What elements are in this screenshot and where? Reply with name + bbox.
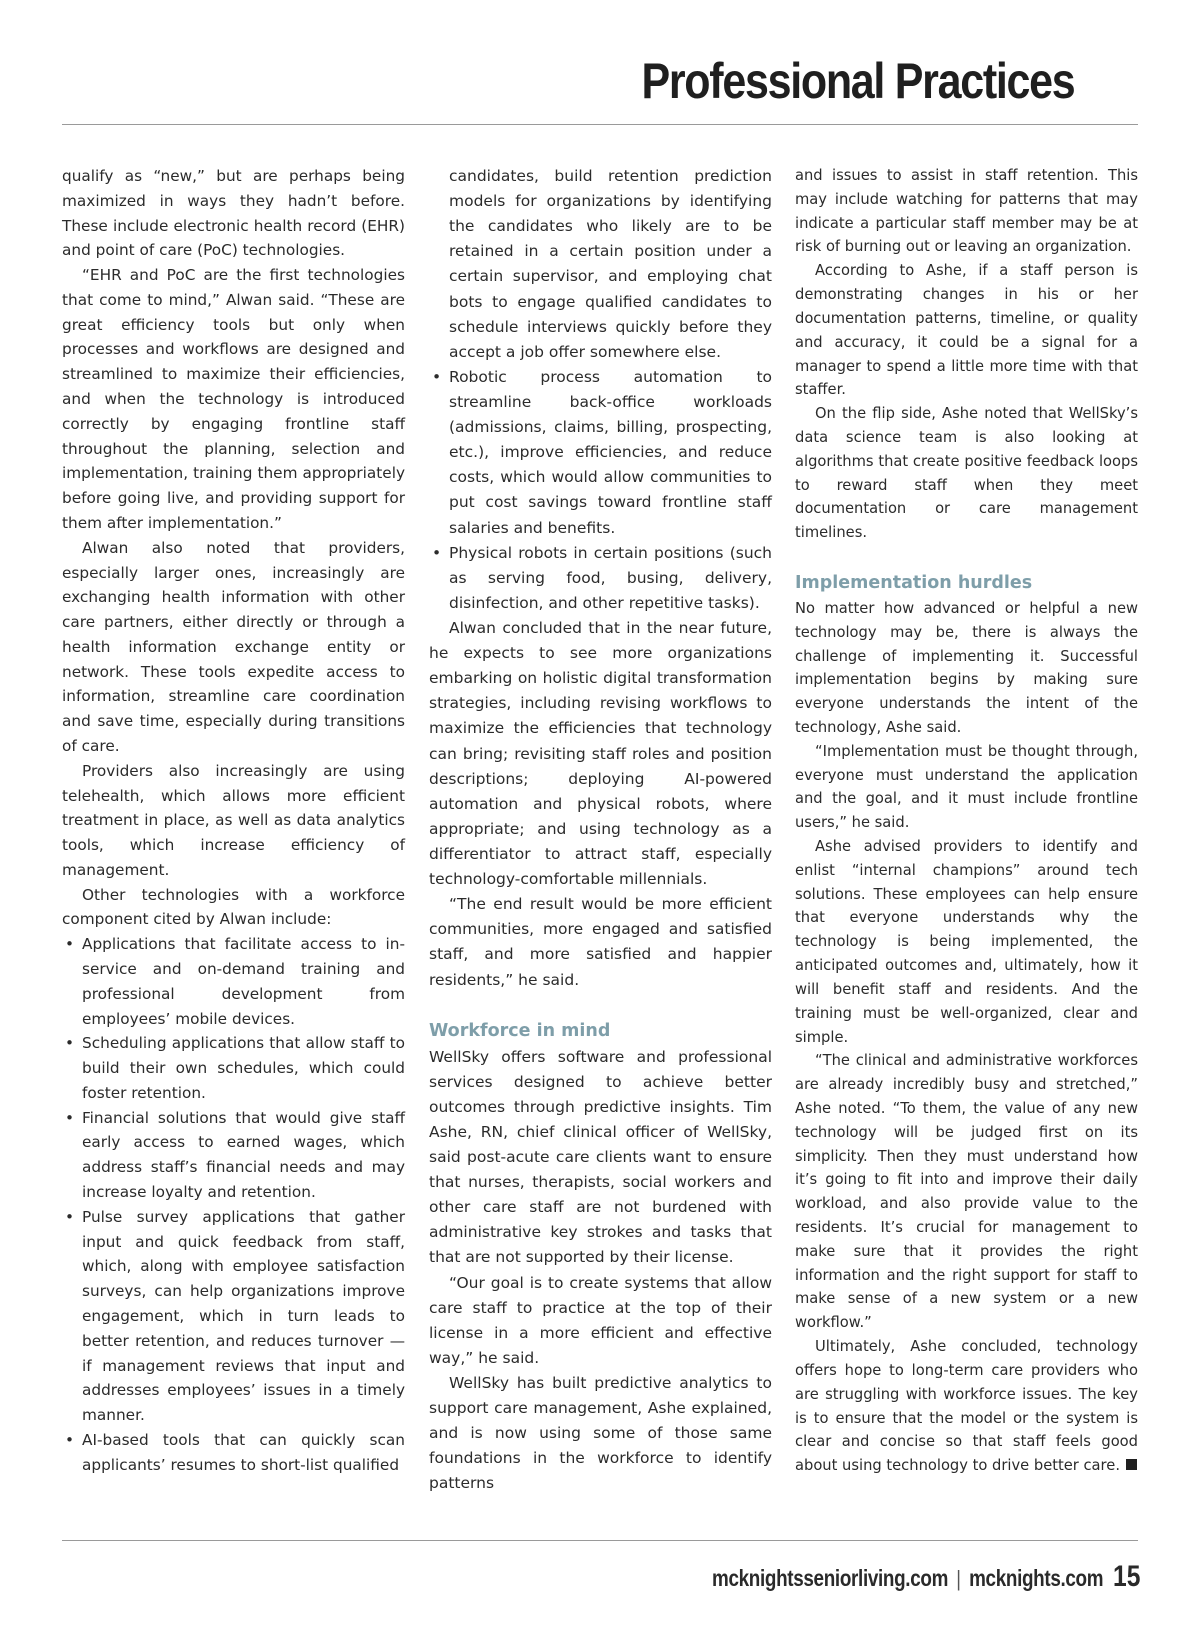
footer-site-mcknights: mcknights.com <box>968 1565 1103 1591</box>
paragraph: “The end result would be more efficient communities, more engaged and satisfied staff, and more satisfied and happier residents,” he said. <box>429 895 772 989</box>
paragraph: qualify as “new,” but are perhaps being maximized in ways they hadn’t before. These include electronic health record (EHR) and point of care (PoC) technologies. <box>62 167 405 260</box>
paragraph: “Our goal is to create systems that allow care staff to practice at the top of their license in a more efficient and effective way,” he said. <box>429 1273 772 1367</box>
paragraph: WellSky has built predictive analytics to support care management, Ashe explained, and is now using some of those same foundations in the workforce to identify patterns <box>429 1373 772 1493</box>
paragraph: “EHR and PoC are the first technologies that come to mind,” Alwan said. “These are great efficiency tools but only when processes and workflows are designed and streamlined to maximize their efficiencies, and when the technology is introduced correctly by engaging frontline staff throughout the planning, selection and implementation, training them appropriately before going live, and providing support for them after implementation.” <box>62 266 405 532</box>
page-footer <box>712 1560 1140 1594</box>
paragraph: No matter how advanced or helpful a new technology may be, there is always the challenge of implementing it. Successful implementation begins by making sure everyone understands the intent of the technology, Ashe said. <box>795 599 1138 736</box>
list-item: • Pulse survey applications that gather input and quick feedback from staff, which, along with employee satisfaction surveys, can help organizations improve engagement, which in turn leads to better retention, and reduces turnover — if management reviews that input and addresses employees’ issues in a timely manner. <box>62 1205 405 1428</box>
page-number: 15 <box>1112 1560 1140 1593</box>
paragraph: Ashe advised providers to identify and enlist “internal champions” around tech solutions. These employees can help ensure that everyone understands why the technology is being implemented, the anticipated outcomes and, ultimately, how it will benefit staff and residents. And the training must be well-organized, clear and simple. <box>795 838 1138 1046</box>
paragraph: “The clinical and administrative workforces are already incredibly busy and stretched,” Ashe noted. “To them, the value of any new technology will be judged first on its simplicity. Then they must understand how it’s going to fit into and improve their daily workload, and also provide value to the residents. It’s crucial for management to make sure that it provides the right information and the right support for staff to make sense of a new system or a new workflow.” <box>795 1052 1138 1332</box>
paragraph: Alwan also noted that providers, especially larger ones, increasingly are exchanging health information with other care partners, either directly or through a health information exchange entity or network. These tools expedite access to information, streamline care coordination and save time, especially during transitions of care. <box>62 538 405 755</box>
paragraph: WellSky offers software and professional services designed to achieve better outcomes through predictive insights. Tim Ashe, RN, chief clinical officer of WellSky, said post-acute care clients want to ensure that nurses, therapists, social workers and other care staff are not burdened with administrative key strokes and tasks that that are not supported by their license. <box>429 1047 772 1267</box>
technology-list <box>62 932 405 1477</box>
footer-site-seniorliving: mcknightsseniorliving.com <box>711 1565 948 1591</box>
list-item: • AI-based tools that can quickly scan applicants’ resumes to short-list qualified <box>62 1428 405 1478</box>
header-rule <box>62 124 1138 125</box>
final-paragraph-text: Ultimately, Ashe concluded, technology offers hope to long-term care providers who are struggling with workforce issues. The key is to ensure that the model or the system is clear and concise so that staff feels good about using technology to drive better care. <box>795 1338 1138 1475</box>
paragraph: According to Ashe, if a staff person is demonstrating changes in his or her documentation patterns, timeline, or quality and accuracy, it could be a signal for a manager to spend a little more time with that staffer. <box>795 262 1138 399</box>
paragraph: On the flip side, Ashe noted that WellSky’s data science team is also looking at algorithms that create positive feedback loops to reward staff when they meet documentation or care management timelines. <box>795 405 1138 542</box>
list-item: • Applications that facilitate access to in-service and on-demand training and professional development from employees’ mobile devices. <box>62 932 405 1031</box>
paragraph: Providers also increasingly are using telehealth, which allows more efficient treatment in place, as well as data analytics tools, which increase efficiency of management. <box>62 761 405 879</box>
final-paragraph <box>795 1335 1138 1478</box>
article-column-2 <box>429 164 772 1496</box>
section-title: Professional Practices <box>641 53 1074 109</box>
list-item: • Financial solutions that would give staff early access to earned wages, which address staff’s financial needs and may increase loyalty and retention. <box>62 1106 405 1205</box>
subhead-workforce-in-mind: Workforce in mind <box>429 1020 611 1041</box>
article-column-3 <box>795 164 1138 1478</box>
paragraph: and issues to assist in staff retention. This may include watching for patterns that may indicate a particular staff member may be at risk of burning out or leaving an organization. <box>795 167 1138 256</box>
technology-list-continued <box>429 164 772 616</box>
paragraph: Other technologies with a workforce component cited by Alwan include: <box>62 885 405 929</box>
list-item: • Scheduling applications that allow staff to build their own schedules, which could foster retention. <box>62 1031 405 1105</box>
end-of-article-mark-icon <box>1126 1459 1137 1470</box>
subhead-implementation-hurdles: Implementation hurdles <box>795 573 1033 593</box>
footer-rule <box>62 1540 1138 1541</box>
list-item: • Physical robots in certain positions (such as serving food, busing, delivery, disinfection, and other repetitive tasks). <box>429 541 772 616</box>
footer-separator: | <box>955 1566 961 1591</box>
paragraph: “Implementation must be thought through, everyone must understand the application and the goal, and it must include frontline users,” he said. <box>795 742 1138 832</box>
list-item-continuation: candidates, build retention prediction models for organizations by identifying the candidates who likely are to be retained in a certain position under a certain supervisor, and employing chat bots to engage qualified candidates to schedule interviews quickly before they accept a job offer somewhere else. <box>449 167 772 361</box>
paragraph: Alwan concluded that in the near future, he expects to see more organizations embarking on holistic digital transformation strategies, including revising workflows to maximize the efficiencies that technology can bring; revisiting staff roles and position descriptions; deploying AI-powered automation and physical robots, where appropriate; and using technology as a differentiator to attract staff, especially technology-comfortable millennials. <box>429 618 772 889</box>
list-item: • Robotic process automation to streamline back-office workloads (admissions, claims, billing, prospecting, etc.), improve efficiencies, and reduce costs, which would allow communities to put cost savings toward frontline staff salaries and benefits. <box>429 365 772 541</box>
article-column-1 <box>62 164 405 1477</box>
